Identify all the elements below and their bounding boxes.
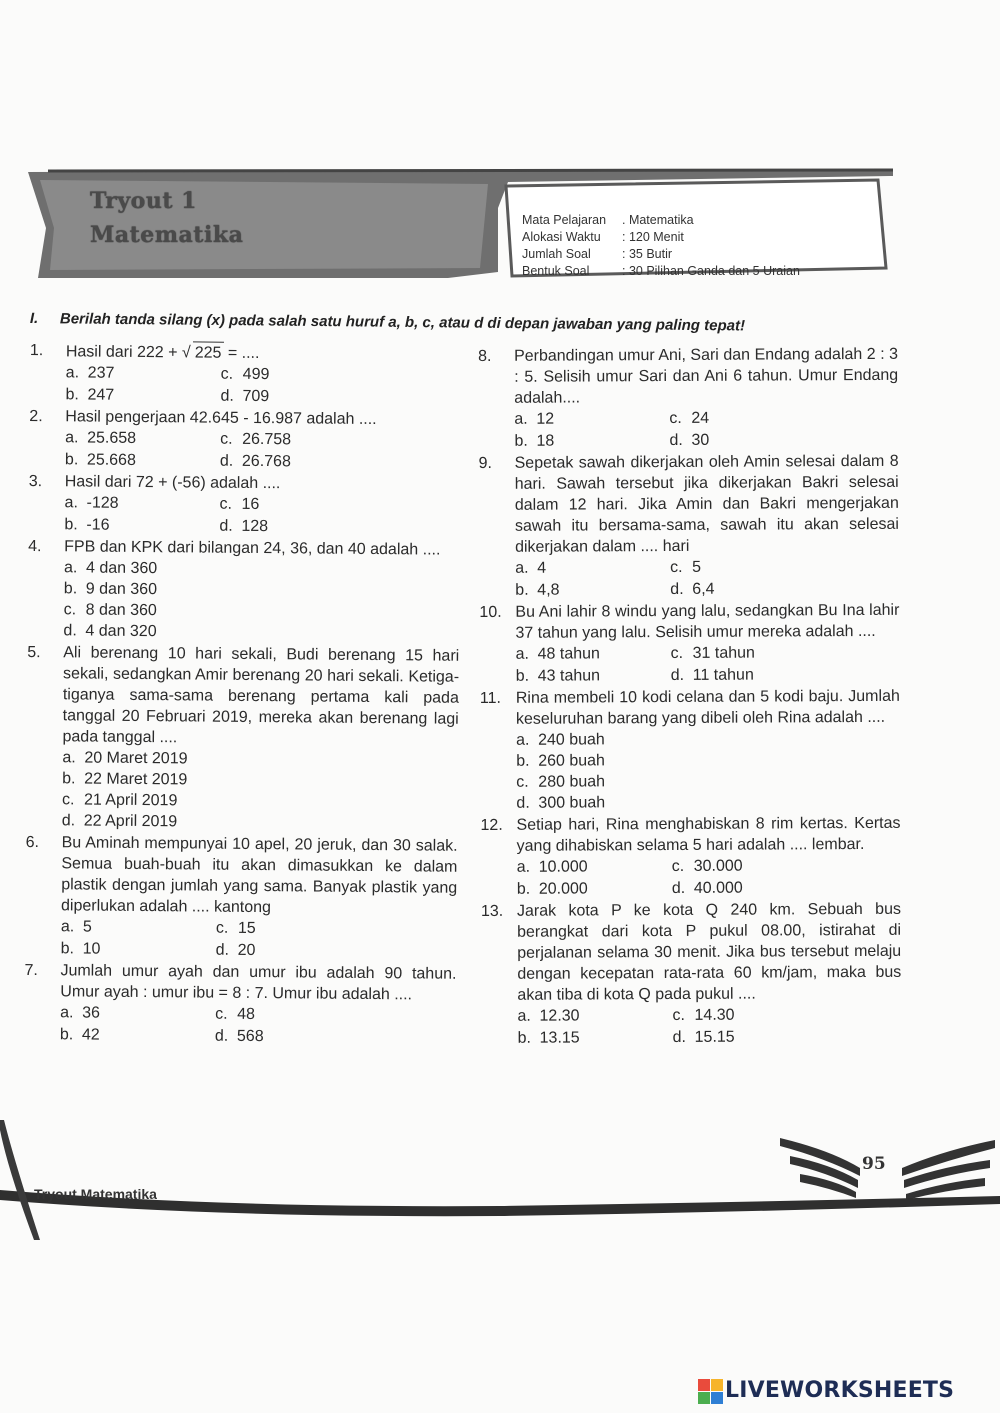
option[interactable] xyxy=(62,810,458,834)
info-value: : 120 Menit xyxy=(622,230,684,244)
option[interactable] xyxy=(670,556,899,578)
option-value: 13.15 xyxy=(539,1029,580,1047)
question-text: Bu Aminah mempunyai 10 apel, 20 jeruk, dan 30 salak. Semua buah-buah itu akan dimasukkan ke dalam plastik dengan jumlah yang sama. Banyak plastik yang diperlukan adalah .... kantong xyxy=(60,834,458,917)
watermark-text: LIVEWORKSHEETS xyxy=(725,1378,955,1403)
option-letter: c. xyxy=(220,365,234,383)
sqrt-radicand: 225 xyxy=(193,341,224,363)
liveworksheets-watermark xyxy=(698,1378,954,1403)
question-7 xyxy=(24,960,457,1049)
question-number: 5. xyxy=(27,643,41,662)
option-letter: d. xyxy=(516,794,530,812)
option-letter: d. xyxy=(214,1027,229,1045)
option[interactable] xyxy=(672,855,901,877)
option[interactable] xyxy=(514,430,669,452)
footer-decoration xyxy=(0,1120,1000,1250)
option-value: 30 xyxy=(691,431,710,449)
option[interactable] xyxy=(220,429,461,452)
question-column-left xyxy=(24,340,462,1050)
option-letter: a. xyxy=(65,364,80,382)
option-value: 300 buah xyxy=(538,794,606,812)
option-letter: c. xyxy=(63,601,77,619)
option[interactable] xyxy=(671,664,900,686)
subject-info-box xyxy=(522,212,800,280)
option-value: 36 xyxy=(82,1004,100,1022)
option-letter: a. xyxy=(515,559,529,577)
option-letter: a. xyxy=(64,494,78,512)
option-letter: d. xyxy=(215,941,230,959)
option-value: -16 xyxy=(86,516,110,534)
option[interactable] xyxy=(64,514,219,536)
info-label: Mata Pelajaran xyxy=(522,213,607,227)
option-value: 8 dan 360 xyxy=(85,601,157,620)
option[interactable] xyxy=(64,492,219,514)
question-text: Jarak kota P ke kota Q 240 km. Sebuah bus berangkat dari kota P pukul 08.00, istirahat di perjalanan selama 30 menit. Jika bus tersebut melaju dengan kecepatan rata-rata 60 km/jam, maka bus akan tiba di kota Q pada pukul .... xyxy=(516,900,902,1004)
question-number: 9. xyxy=(478,454,493,472)
option[interactable] xyxy=(515,579,670,601)
question-1 xyxy=(29,340,462,409)
option-letter: c. xyxy=(215,919,229,937)
question-4 xyxy=(27,536,460,645)
option-letter: a. xyxy=(516,731,530,749)
option-letter: d. xyxy=(670,580,684,598)
question-text: Sepetak sawah dikerjakan oleh Amin selesai dalam 8 hari. Sawah tersebut jika dikerjakan Bakri selesai dalam 12 hari. Jika Amin dan Bakri mengerjakan sawah itu bersama-sama, sawah itu akan selesai dikerjakan dalam .... hari xyxy=(514,452,899,556)
option-value: 30.000 xyxy=(693,857,743,875)
option[interactable] xyxy=(61,916,216,938)
question-5 xyxy=(26,642,460,835)
option[interactable] xyxy=(215,1004,456,1027)
option[interactable] xyxy=(219,494,460,517)
option[interactable] xyxy=(670,578,899,600)
option-letter: b. xyxy=(516,752,530,770)
option[interactable] xyxy=(516,791,900,814)
section-number: I. xyxy=(29,310,39,328)
question-text-part: = .... xyxy=(223,344,260,363)
option-letter: c. xyxy=(669,409,682,427)
question-2 xyxy=(29,406,462,474)
question-number: 8. xyxy=(478,347,492,365)
question-column-right xyxy=(478,344,902,1050)
question-number: 12. xyxy=(480,816,503,834)
question-number: 6. xyxy=(25,833,40,852)
option-letter: a. xyxy=(516,858,531,876)
info-row-subject xyxy=(522,212,800,229)
option-value: 31 tahun xyxy=(692,644,755,662)
option-value: 18 xyxy=(536,432,555,450)
option-letter: b. xyxy=(59,1026,74,1044)
option-value: 16 xyxy=(241,495,260,514)
sqrt-symbol: √ xyxy=(181,344,191,362)
option-letter: b. xyxy=(64,451,79,469)
option-value: 4 xyxy=(537,559,547,577)
info-label: Bentuk Soal xyxy=(522,264,590,278)
option[interactable] xyxy=(516,749,900,772)
option-value: 568 xyxy=(236,1027,264,1046)
option[interactable] xyxy=(220,386,461,409)
info-row-format xyxy=(522,263,800,280)
question-number: 10. xyxy=(479,603,502,621)
option-value: 128 xyxy=(241,517,269,536)
option[interactable] xyxy=(669,407,898,429)
option[interactable] xyxy=(63,620,459,644)
option-letter: b. xyxy=(64,516,78,534)
question-text: Jumlah umur ayah dan umur ibu adalah 90 tahun. Umur ayah : umur ibu = 8 : 7. Umur ibu adalah .... xyxy=(60,962,457,1004)
question-number: 4. xyxy=(28,537,42,556)
option-letter: a. xyxy=(65,429,79,447)
info-value: . Matematika xyxy=(622,213,694,227)
option[interactable] xyxy=(215,1026,456,1049)
option-letter: c. xyxy=(61,791,75,809)
question-9 xyxy=(479,451,900,601)
option-value: 11 tahun xyxy=(692,666,754,684)
info-value: : 30 Pilihan Ganda dan 5 Uraian xyxy=(622,264,800,278)
question-number: 3. xyxy=(28,472,43,491)
option-value: 499 xyxy=(242,365,270,384)
option-value: 12 xyxy=(536,410,555,428)
option-value: 20.000 xyxy=(538,880,588,898)
option-letter: c. xyxy=(670,644,684,662)
option-value: 26.758 xyxy=(242,430,292,449)
page-number: 95 xyxy=(862,1154,886,1174)
option[interactable] xyxy=(60,1002,215,1024)
option-value: 24 xyxy=(691,409,710,427)
option-value: 280 buah xyxy=(538,773,606,791)
option[interactable] xyxy=(517,1005,672,1027)
option-value: 15 xyxy=(237,919,256,937)
option-letter: a. xyxy=(517,1007,531,1025)
question-text: Setiap hari, Rina menghabiskan 8 rim kertas. Kertas yang dihabiskan selama 5 hari adalah .... lembar. xyxy=(516,814,901,855)
option-letter: c. xyxy=(670,558,683,576)
option-value: 48 xyxy=(237,1005,255,1023)
option-value: 5 xyxy=(82,918,92,936)
option-letter: d. xyxy=(63,622,77,640)
option-letter: b. xyxy=(515,667,530,685)
option[interactable] xyxy=(516,728,900,751)
option-value: 260 buah xyxy=(538,752,605,770)
option-letter: b. xyxy=(62,770,76,788)
question-3 xyxy=(28,471,461,539)
question-11 xyxy=(480,686,901,814)
option-letter: c. xyxy=(215,1005,228,1023)
option-letter: d. xyxy=(220,387,234,405)
option-letter: c. xyxy=(220,430,233,448)
info-label: Jumlah Soal xyxy=(522,247,591,261)
question-10 xyxy=(479,600,899,687)
option-value: 6,4 xyxy=(692,580,715,598)
question-number: 11. xyxy=(479,689,501,707)
option-letter: b. xyxy=(517,1029,532,1047)
question-12 xyxy=(480,813,900,900)
option-value: 4,8 xyxy=(537,581,560,599)
option-value: 20 xyxy=(237,941,256,959)
option-value: 25.658 xyxy=(87,429,137,447)
option-letter: b. xyxy=(516,880,531,898)
option[interactable] xyxy=(220,451,461,474)
option-letter: a. xyxy=(60,918,75,936)
option[interactable] xyxy=(61,938,216,960)
info-row-time xyxy=(522,229,800,246)
option-value: 40.000 xyxy=(693,879,743,897)
option-letter: a. xyxy=(63,559,78,577)
option[interactable] xyxy=(669,429,898,451)
option[interactable] xyxy=(672,877,901,899)
option[interactable] xyxy=(514,408,669,430)
question-8 xyxy=(478,344,899,452)
option-letter: d. xyxy=(219,517,233,535)
option-value: 247 xyxy=(87,386,115,404)
option-letter: b. xyxy=(60,940,75,958)
option[interactable] xyxy=(673,1026,902,1048)
option[interactable] xyxy=(216,918,457,941)
info-row-count xyxy=(522,246,800,263)
option-value: 43 tahun xyxy=(537,667,601,685)
option-value: 22 April 2019 xyxy=(83,812,178,831)
banner-title-line1: Tryout 1 xyxy=(90,188,197,214)
option[interactable] xyxy=(66,362,221,384)
option-value: 9 dan 360 xyxy=(85,580,158,599)
option-value: 240 buah xyxy=(538,731,605,749)
option-letter: d. xyxy=(671,879,686,897)
instruction-text: Berilah tanda silang (x) pada salah satu huruf a, b, c, atau d di depan jawaban yang paling tepat! xyxy=(59,310,746,335)
question-text: Ali berenang 10 hari sekali, Budi berenang 15 hari sekali, sedangkan Amir berenang 20 hari sekali. Ketiga-tiganya sama-sama berenang pertama kali pada tanggal 20 Februari 2019, mereka akan berenang lagi pada tanggal .... xyxy=(62,644,460,747)
option[interactable] xyxy=(65,449,220,471)
question-number: 13. xyxy=(480,902,504,920)
option-value: -128 xyxy=(86,494,119,512)
banner-title-line2: Matematika xyxy=(90,222,244,248)
option-value: 14.30 xyxy=(694,1006,735,1024)
question-6 xyxy=(25,832,458,963)
question-text: FPB dan KPK dari bilangan 24, 36, dan 40 adalah .... xyxy=(64,538,441,559)
question-text: Bu Ani lahir 8 windu yang lalu, sedangkan Bu Ina lahir 37 tahun yang lalu. Selisih umur mereka adalah .... xyxy=(515,601,900,642)
option-value: 237 xyxy=(87,364,115,382)
option[interactable] xyxy=(516,665,671,687)
question-number: 2. xyxy=(29,407,43,426)
option-value: 42 xyxy=(81,1026,100,1044)
option-letter: c. xyxy=(219,495,233,513)
option-letter: b. xyxy=(514,432,528,450)
option-value: 15.15 xyxy=(694,1028,735,1046)
option-letter: b. xyxy=(63,580,78,598)
option[interactable] xyxy=(216,940,457,963)
option-value: 21 April 2019 xyxy=(83,791,178,810)
option[interactable] xyxy=(516,643,671,665)
question-text: Hasil dari 72 + (-56) adalah .... xyxy=(64,473,281,493)
option[interactable] xyxy=(518,1027,673,1049)
option-value: 5 xyxy=(692,558,702,576)
question-text: Hasil pengerjaan 42.645 - 16.987 adalah .... xyxy=(65,408,377,429)
option[interactable] xyxy=(671,642,900,664)
option-value: 26.768 xyxy=(241,452,291,471)
option-letter: d. xyxy=(61,812,76,830)
option-value: 20 Maret 2019 xyxy=(84,749,188,768)
option[interactable] xyxy=(515,557,670,579)
info-value: : 35 Butir xyxy=(622,247,673,261)
option-letter: a. xyxy=(60,1004,74,1022)
liveworksheets-logo-icon xyxy=(698,1379,722,1403)
question-13 xyxy=(481,899,902,1049)
option-letter: c. xyxy=(516,773,529,791)
question-number: 7. xyxy=(24,961,38,980)
option-letter: b. xyxy=(515,581,529,599)
option[interactable] xyxy=(65,384,220,406)
question-text-part: Hasil dari 222 + xyxy=(65,343,183,362)
option-letter: a. xyxy=(514,410,528,428)
option-value: 22 Maret 2019 xyxy=(84,770,188,789)
option-letter: a. xyxy=(515,645,530,663)
option-value: 25.668 xyxy=(86,451,136,469)
option[interactable] xyxy=(517,856,672,878)
option-letter: c. xyxy=(672,1006,686,1024)
option-letter: d. xyxy=(672,1028,687,1046)
option[interactable] xyxy=(219,516,460,539)
question-number: 1. xyxy=(29,341,44,360)
option[interactable] xyxy=(221,364,462,387)
option-value: 10.000 xyxy=(538,858,588,876)
question-text: Rina membeli 10 kodi celana dan 5 kodi baju. Jumlah keseluruhan barang yang dibeli oleh Rina adalah .... xyxy=(515,687,900,728)
option-letter: a. xyxy=(62,749,76,767)
option-value: 12.30 xyxy=(539,1007,580,1025)
option[interactable] xyxy=(516,770,900,793)
footer-label: Tryout Matematika xyxy=(34,1186,157,1202)
option-letter: d. xyxy=(219,452,234,470)
option-letter: b. xyxy=(65,386,79,404)
option-letter: c. xyxy=(671,857,685,875)
option-value: 48 tahun xyxy=(537,645,600,663)
option-value: 709 xyxy=(242,387,270,406)
option[interactable] xyxy=(672,1004,901,1026)
option-value: 4 dan 320 xyxy=(85,622,157,641)
option[interactable] xyxy=(65,427,220,449)
option[interactable] xyxy=(517,878,672,900)
option-value: 4 dan 360 xyxy=(85,559,158,578)
question-text: Perbandingan umur Ani, Sari dan Endang adalah 2 : 3 : 5. Selisih umur Sari dan Ani 6 tahun. Umur Endang adalah.... xyxy=(514,345,899,407)
option[interactable] xyxy=(60,1024,215,1046)
option-value: 10 xyxy=(82,940,101,958)
option-letter: d. xyxy=(669,431,683,449)
info-label: Alokasi Waktu xyxy=(522,230,601,244)
option-letter: d. xyxy=(670,666,685,684)
